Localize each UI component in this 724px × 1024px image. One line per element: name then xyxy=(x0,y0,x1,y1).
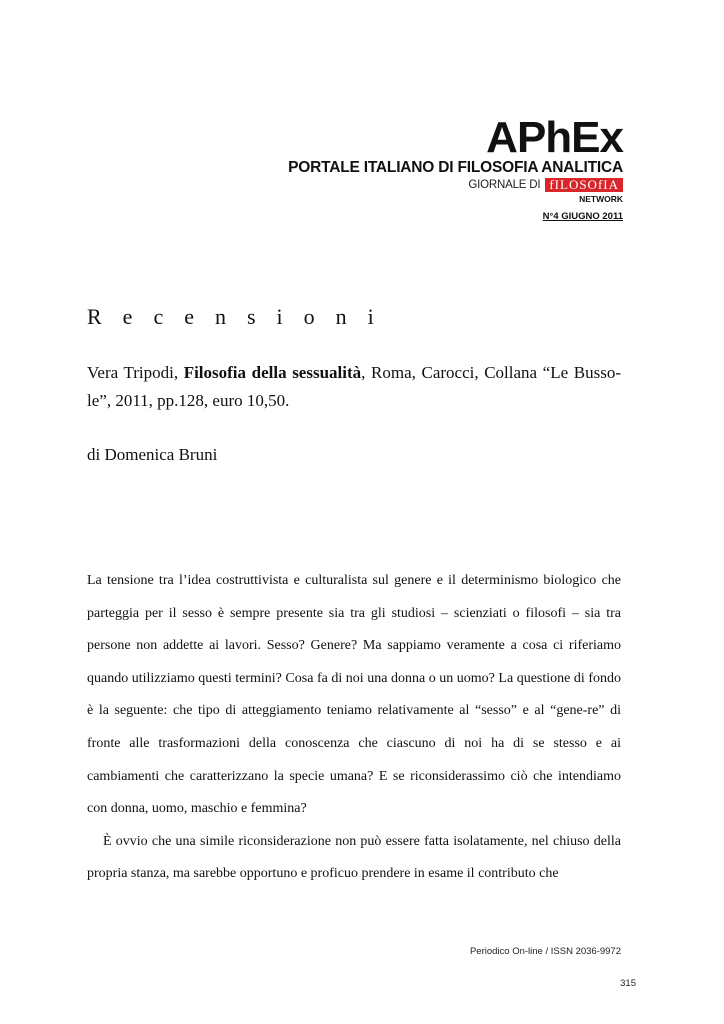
footer-issn: Periodico On-line / ISSN 2036-9972 xyxy=(469,946,621,957)
aphex-logo: APhEx xyxy=(486,113,623,162)
journal-masthead xyxy=(288,113,623,223)
journal-line xyxy=(288,178,623,193)
book-author: Vera Tripodi, xyxy=(87,363,184,382)
journal-prefix: GIORNALE DI xyxy=(468,179,541,192)
bibliographic-reference xyxy=(87,359,621,415)
network-label: NETWORK xyxy=(579,194,623,205)
review-author: di Domenica Bruni xyxy=(87,445,218,464)
book-title: Filosofia della sessualità xyxy=(183,363,362,382)
paragraph-1: La tensione tra l’idea costruttivista e culturalista sul genere e il determinismo biologico che parteggia per il sesso è sempre presente sia tra gli studiosi – scienziati o filosofi – sia tra persone non addette ai lavori. Sesso? Genere? Ma sappiamo veramente a cosa ci riferiamo quando utilizziamo questi termini? Cosa fa di noi una donna o un uomo? La questione di fondo è la seguente: che tipo di atteggiamento teniamo relativamente al “sesso” e al “gene-re” di fronte alle trasformazioni della conoscenza che ciascuno di noi ha di se stesso e ai cambiamenti che caratterizzano la specie umana? E se riconsiderassimo ciò che intendiamo con donna, uomo, maschio e femmina? xyxy=(87,573,621,817)
filosofia-brand-logo: fILOSOfIA xyxy=(545,178,623,192)
section-title: Recensioni xyxy=(87,304,395,329)
review-body xyxy=(87,565,621,891)
page-number: 315 xyxy=(620,978,636,989)
paragraph-2: È ovvio che una simile riconsiderazione non può essere fatta isolatamente, nel chiuso della propria stanza, ma sarebbe opportuno e proficuo prendere in esame il contributo che xyxy=(87,833,621,882)
book-details: , Roma, Carocci, Collana “Le Busso-le”, 2011, pp.128, euro 10,50. xyxy=(87,363,621,410)
issue-label: N°4 GIUGNO 2011 xyxy=(542,211,623,223)
portal-name: PORTALE ITALIANO DI FILOSOFIA ANALITICA xyxy=(288,159,623,176)
